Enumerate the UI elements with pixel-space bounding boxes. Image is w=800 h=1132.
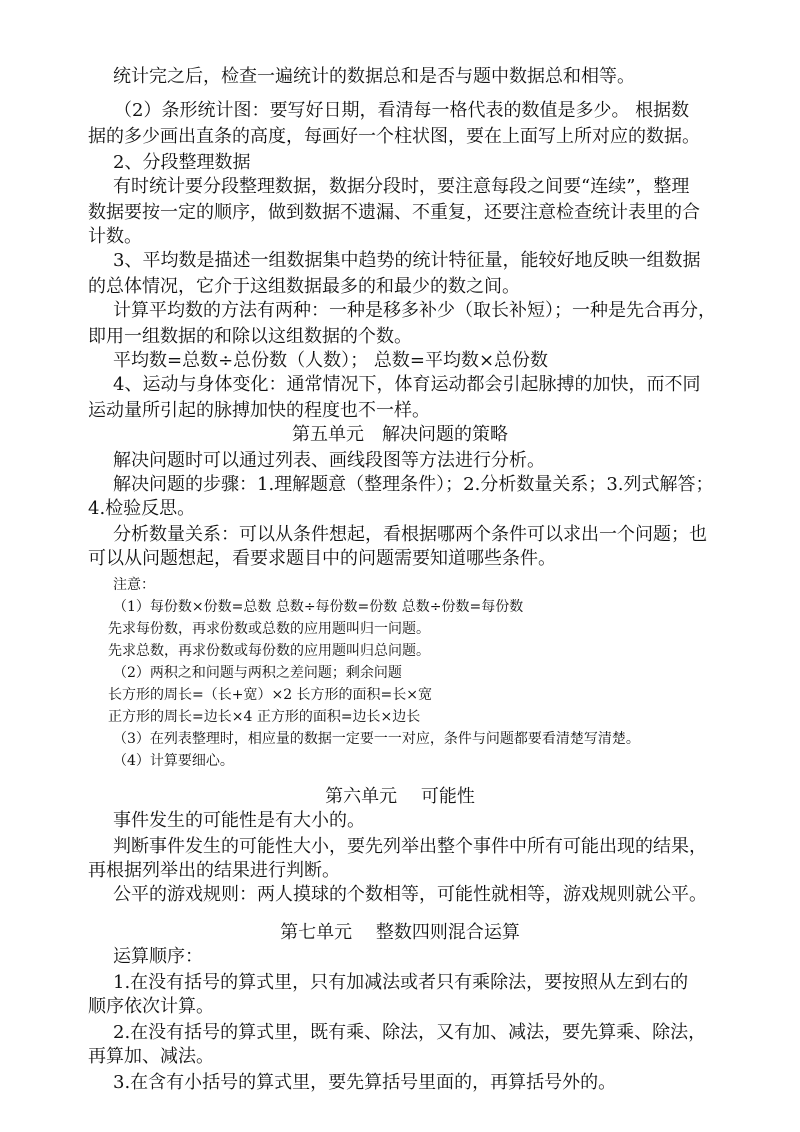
text-line: 事件发生的可能性是有大小的。 xyxy=(113,810,365,831)
unit-heading-6: 第六单元 可能性 xyxy=(325,786,475,807)
note-line: （1）每份数×份数=总数 总数÷每份数=份数 总数÷份数=每份数 xyxy=(113,599,524,615)
text-line: 4.检验反思。 xyxy=(88,498,196,519)
text-line: 计数。 xyxy=(88,226,142,247)
note-line: 长方形的周长=（长+宽）×2 长方形的面积=长×宽 xyxy=(108,687,433,703)
text-line: 公平的游戏规则：两人摸球的个数相等，可能性就相等，游戏规则就公平。 xyxy=(113,884,707,905)
section-heading: 2、分段整理数据 xyxy=(113,152,251,173)
text-line: 分析数量关系：可以从条件想起，看根据哪两个条件可以求出一个问题；也 xyxy=(113,524,707,545)
formula-line: 平均数=总数÷总份数（人数）； 总数=平均数×总份数 xyxy=(113,350,549,371)
text-line: 顺序依次计算。 xyxy=(88,996,214,1017)
text-line: 再算加、减法。 xyxy=(88,1046,214,1067)
text-line: 1.在没有括号的算式里，只有加减法或者只有乘除法，要按照从左到右的 xyxy=(113,972,689,993)
note-line: 先求总数，再求份数或每份数的应用题叫归总问题。 xyxy=(108,643,430,659)
text-line: 4、运动与身体变化：通常情况下，体育运动都会引起脉搏的加快，而不同 xyxy=(113,374,701,395)
text-line: 3.在含有小括号的算式里，要先算括号里面的，再算括号外的。 xyxy=(113,1072,617,1093)
note-line: （4）计算要细心。 xyxy=(113,753,234,769)
note-line: 正方形的周长=边长×4 正方形的面积=边长×边长 xyxy=(108,709,421,725)
note-line: 先求每份数，再求份数或总数的应用题叫归一问题。 xyxy=(108,621,430,637)
text-line: 有时统计要分段整理数据，数据分段时，要注意每段之间要“连续”，整理 xyxy=(113,176,690,197)
text-line: 统计完之后，检查一遍统计的数据总和是否与题中数据总和相等。 xyxy=(113,66,635,87)
text-line: 再根据列举出的结果进行判断。 xyxy=(88,860,340,881)
text-line: 解决问题时可以通过列表、画线段图等方法进行分析。 xyxy=(113,450,545,471)
text-line: 可以从问题想起，看要求题目中的问题需要知道哪些条件。 xyxy=(88,548,556,569)
unit-heading-5: 第五单元 解决问题的策略 xyxy=(292,424,508,445)
note-line: （3）在列表整理时，相应量的数据一定要一一对应，条件与问题都要看清楚写清楚。 xyxy=(113,731,640,747)
text-line: 运算顺序： xyxy=(113,946,203,967)
unit-heading-7: 第七单元 整数四则混合运算 xyxy=(280,922,520,943)
text-line: 运动量所引起的脉搏加快的程度也不一样。 xyxy=(88,400,430,421)
text-line: 解决问题的步骤：1.理解题意（整理条件）；2.分析数量关系；3.列式解答； xyxy=(113,474,714,495)
text-line: 2.在没有括号的算式里，既有乘、除法，又有加、减法，要先算乘、除法， xyxy=(113,1022,707,1043)
text-line: 据的多少画出直条的高度，每画好一个柱状图，要在上面写上所对应的数据。 xyxy=(88,126,700,147)
text-line: 的总体情况，它介于这组数据最多的和最少的数之间。 xyxy=(88,276,520,297)
text-line: 数据要按一定的顺序，做到数据不遗漏、不重复，还要注意检查统计表里的合 xyxy=(88,202,700,223)
text-line: 即用一组数据的和除以这组数据的个数。 xyxy=(88,326,412,347)
text-line: （2）条形统计图：要写好日期，看清每一格代表的数值是多少。 根据数 xyxy=(114,100,690,121)
text-line: 判断事件发生的可能性大小，要先列举出整个事件中所有可能出现的结果， xyxy=(113,836,707,857)
text-line: 3、平均数是描述一组数据集中趋势的统计特征量，能较好地反映一组数据 xyxy=(113,250,701,271)
note-line: （2）两积之和问题与两积之差问题；剩余问题 xyxy=(113,665,402,681)
note-label: 注意： xyxy=(113,577,155,593)
text-line: 计算平均数的方法有两种：一种是移多补少（取长补短）；一种是先合再分， xyxy=(113,300,716,321)
